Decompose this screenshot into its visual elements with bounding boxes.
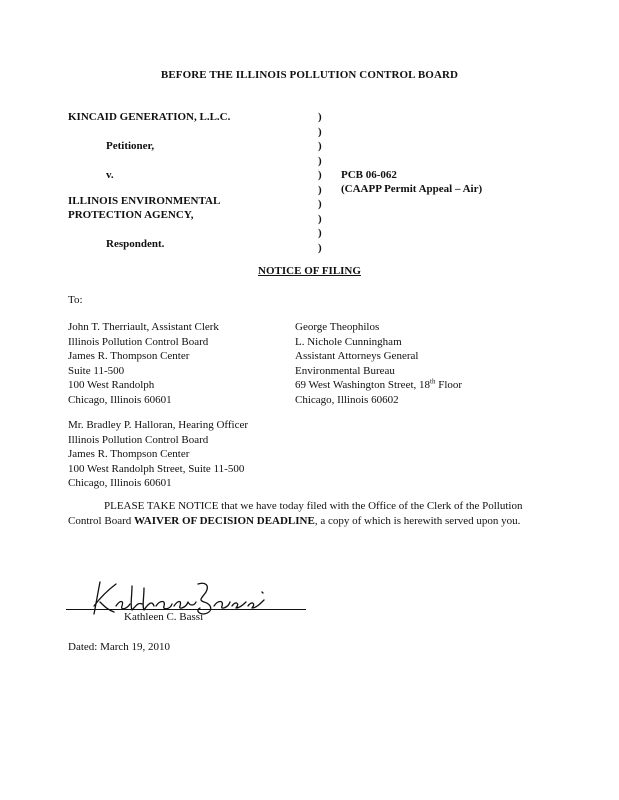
address-line: James R. Thompson Center [68, 350, 190, 363]
paren-mark: ) [318, 227, 322, 239]
address-line: Suite 11-500 [68, 364, 125, 377]
recipient-block-clerk [68, 320, 219, 408]
address-line: Chicago, Illinois 60601 [68, 477, 172, 490]
paren-mark: ) [318, 111, 322, 123]
paren-mark: ) [318, 169, 322, 181]
paren-mark: ) [318, 241, 322, 254]
respondent-name-line2: PROTECTION AGENCY, [68, 209, 194, 221]
paren-mark: ) [318, 154, 322, 167]
paren-mark: ) [318, 212, 322, 225]
case-type: (CAAPP Permit Appeal – Air) [341, 183, 483, 195]
paren-mark: ) [318, 140, 322, 152]
street-suffix: Floor [435, 379, 463, 392]
street-ordinal-suffix: th [430, 377, 436, 386]
petitioner-role: Petitioner, [106, 140, 155, 152]
paren-mark: ) [318, 183, 322, 196]
address-line: James R. Thompson Center [68, 448, 190, 461]
address-line: John T. Therriault, Assistant Clerk [68, 321, 219, 333]
address-line-street [295, 378, 462, 393]
address-line: 100 West Randolph Street, Suite 11-500 [68, 462, 245, 475]
versus-label: v. [106, 169, 114, 181]
respondent-name-line1: ILLINOIS ENVIRONMENTAL [68, 195, 221, 207]
notice-text-part2: , a copy of which is herewith served upon you. [314, 514, 521, 527]
address-line: Environmental Bureau [295, 364, 395, 377]
caption-parentheses [318, 110, 322, 255]
notice-paragraph [68, 499, 538, 528]
address-line: Mr. Bradley P. Halloran, Hearing Officer [68, 419, 249, 431]
address-line: Chicago, Illinois 60602 [295, 393, 399, 406]
case-number: PCB 06-062 [341, 169, 397, 181]
dated-line: Dated: March 19, 2010 [68, 641, 171, 653]
to-label: To: [68, 294, 83, 306]
signer-name: Kathleen C. Bassi [124, 611, 204, 623]
respondent-role: Respondent. [106, 238, 165, 250]
petitioner-name: KINCAID GENERATION, L.L.C. [68, 111, 231, 123]
paren-mark: ) [318, 198, 322, 210]
address-line: Illinois Pollution Control Board [68, 335, 209, 348]
address-line: L. Nichole Cunningham [295, 335, 402, 348]
paren-mark: ) [318, 125, 322, 138]
recipient-block-hearing-officer [68, 418, 248, 491]
document-title: BEFORE THE ILLINOIS POLLUTION CONTROL BOARD [160, 69, 459, 81]
filed-document-title: WAIVER OF DECISION DEADLINE [134, 514, 315, 527]
notice-text-part1: PLEASE TAKE NOTICE that we have today filed with the Office of the Clerk of the Pollution Control Board [68, 500, 523, 527]
address-line: George Theophilos [295, 321, 380, 333]
recipient-block-attorneys [295, 320, 462, 408]
notice-heading: NOTICE OF FILING [258, 265, 361, 277]
address-line: Illinois Pollution Control Board [68, 433, 209, 446]
address-line: Assistant Attorneys General [295, 350, 419, 363]
address-line: 100 West Randolph [68, 379, 155, 392]
address-line: Chicago, Illinois 60601 [68, 393, 172, 406]
street-prefix: 69 West Washington Street, 18 [295, 379, 431, 392]
